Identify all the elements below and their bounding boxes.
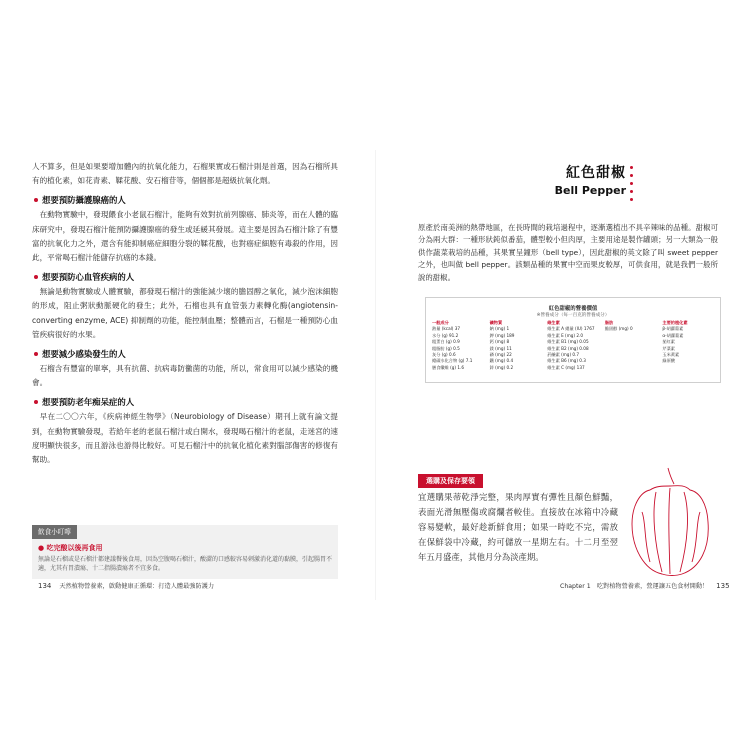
nutrition-row: 鋅 (mg) 0.2	[489, 364, 514, 370]
heading-text: 想要預防心血管疾病的人	[42, 272, 135, 283]
right-footer	[560, 581, 736, 590]
nutrition-row: 膽固醇 (mg) 0	[604, 326, 633, 332]
bullet-icon	[34, 275, 38, 279]
nutrition-row: 菸鹼素 (mg) 0.7	[547, 352, 580, 358]
nutrition-title: 紅色甜椒的營養價值	[548, 306, 598, 312]
heading-text: 想要預防老年痴呆症的人	[42, 397, 135, 408]
page-title: 紅色甜椒	[566, 165, 626, 181]
nutrition-table	[425, 297, 721, 383]
nutrition-row: 鉀 (mg) 189	[489, 332, 515, 338]
left-intro-text: 人不算多，但是如果要增加體內的抗氧化能力，石榴果實或石榴汁則是首選，因為石榴所具有的植化素，如花青素、鞣花酸、安石榴苷等，個個都是超級抗氧化劑。	[32, 162, 338, 186]
left-footer-text: 天然植物營養素，啟動健康正循環：打造人體最強防護力	[59, 583, 215, 590]
bullet-icon	[34, 400, 38, 404]
bell-pepper-illustration	[620, 462, 720, 582]
page-spine	[375, 150, 376, 600]
tip-text: 無論是石榴或是石榴汁都建議餐後食用，因為空腹喝石榴汁，酸澀的口感較容易刺激消化道的黏膜，引起腸胃不適，尤其有胃潰瘍、十二指腸潰瘍者不宜多食。	[38, 556, 333, 572]
nutrition-row: 鎂 (mg) 11	[489, 345, 512, 351]
nutrition-subtitle: ※營養成分（每一百克的營養成分）	[536, 313, 610, 318]
nutrition-column	[662, 320, 714, 371]
tip-title-text: 吃完酸以後再食用	[46, 544, 103, 552]
nutrition-row: 鐵 (mg) 0.4	[489, 358, 514, 364]
nutrition-row: 芹菜素	[662, 345, 675, 351]
nutrition-row: β-胡蘿蔔素	[662, 326, 684, 332]
nutrition-row: 維生素 B6 (mg) 0.3	[547, 358, 586, 364]
section-text-cardio: 無論是動物實驗或人體實驗，都發現石榴汁的強能減少壞的膽固醇之氧化，減少泡沫細胞的形成，阻止粥狀動脈硬化的發生；此外，石榴也具有血管張力素轉化酶(angiotensin-converting enzyme, ACE) 抑制劑的功能，能控制血壓；整體而言，石榴是一種預防心血管疾病很好的水果。	[32, 287, 338, 339]
nutrition-row: 粗脂肪 (g) 0.5	[432, 345, 460, 351]
page-number-right: 135	[716, 582, 730, 590]
nutrition-column-header: 一般成分	[432, 320, 449, 325]
nutrition-column	[605, 320, 657, 371]
tip-label: 飲食小叮嚀	[32, 525, 77, 539]
nutrition-column-header: 脂肪	[604, 320, 614, 325]
section-heading-cardio	[34, 271, 338, 283]
nutrition-row: 水分 (g) 91.2	[432, 332, 459, 338]
heading-text: 想要預防攝護腺癌的人	[42, 195, 126, 206]
page-subtitle: Bell Pepper	[554, 184, 626, 197]
nutrition-row: α-胡蘿蔔素	[662, 332, 684, 338]
nutrition-row: 灰分 (g) 0.6	[432, 352, 456, 358]
section-heading-dementia	[34, 396, 338, 408]
tip-title: ● 吃完酸以後再食用	[38, 544, 103, 552]
title-block	[534, 162, 626, 197]
page-number-left: 134	[38, 582, 52, 590]
nutrition-columns	[426, 318, 720, 373]
storage-text: 宜選購果蒂乾淨完整，果肉厚實有彈性且顏色鮮豔，表面光滑無壓傷或腐爛者較佳。直接放在冰箱中冷藏容易變軟，最好趁新鮮食用；如果一時吃不完，需放在保鮮袋中冷藏，約可儲放一星期左右。十二月至翌年五月盛產，其他月分為淡產期。	[418, 492, 618, 562]
nutrition-column-header: 主要的植化素	[662, 320, 688, 325]
nutrition-row: 綠原酸	[662, 358, 675, 364]
nutrition-row: 維生素 E (mg) 2.0	[547, 332, 584, 338]
nutrition-row: 維生素 A 總量 (IU) 1767	[547, 326, 595, 332]
nutrition-row: 玉米黃素	[662, 352, 680, 358]
section-heading-prostate	[34, 194, 338, 206]
right-intro-text: 原產於南美洲的熱帶地區，在長時間的栽培過程中，逐漸選植出不具辛辣味的品種。甜椒可分為兩大群：一種形狀鈍似番茄，體型較小但肉厚，主要用途是製作罐頭；另一大類為一般供作蔬菜栽培的品種，其果實呈鐘形（bell type），因此甜椒的英文除了叫 sweet pepper 之外，也叫做 bell pepper。該類品種的果實中空而果皮較厚，可供食用，就是我們一般所說的甜椒。	[418, 223, 718, 282]
diet-tip-box	[32, 525, 338, 579]
bullet-icon	[34, 198, 38, 202]
nutrition-row: 維生素 B2 (mg) 0.08	[547, 345, 589, 351]
section-text-dementia: 早在二〇〇六年，《疾病神經生物學》（Neurobiology of Disease）期刊上就有論文提到，在動物實驗發現，若給年老的老鼠石榴汁或白開水，發現喝石榴汁的老鼠，走迷宮的速度明顯快很多，而且游泳也游得比較好。可見石榴汁中的抗氧化植化素對腦部傷害的修復有幫助。	[32, 412, 338, 465]
nutrition-row: 茄紅素	[662, 339, 675, 345]
nutrition-row: 總碳水化合物 (g) 7.1	[432, 358, 473, 364]
left-footer	[32, 581, 214, 590]
storage-heading: 選購及保存要領	[418, 474, 483, 488]
heading-text: 想要減少感染發生的人	[42, 349, 126, 360]
left-page	[32, 160, 338, 467]
nutrition-row: 維生素 C (mg) 137	[547, 364, 585, 370]
nutrition-row: 磷 (mg) 22	[489, 352, 512, 358]
nutrition-column-header: 維生素	[547, 320, 560, 325]
title-dots-decoration	[630, 166, 633, 201]
nutrition-row: 維生素 B1 (mg) 0.05	[547, 339, 589, 345]
nutrition-row: 鈣 (mg) 8	[489, 339, 510, 345]
section-heading-infection	[34, 348, 338, 360]
nutrition-row: 熱量 (kcal) 37	[432, 326, 461, 332]
nutrition-column-header: 礦物質	[489, 320, 503, 325]
nutrition-row: 粗蛋白 (g) 0.9	[432, 339, 460, 345]
nutrition-column	[490, 320, 542, 371]
nutrition-column	[547, 320, 599, 371]
nutrition-column	[432, 320, 484, 371]
right-footer-text: Chapter 1 吃對植物營養素，營運讓五色食材開動！	[560, 583, 709, 590]
bullet-icon	[34, 352, 38, 356]
nutrition-row: 膳食纖維 (g) 1.6	[432, 364, 464, 370]
section-text-infection: 石榴含有豐富的單寧，具有抗菌、抗病毒防黴菌的功能，所以，常食用可以減少感染的機會。	[32, 364, 338, 388]
section-text-prostate: 在動物實驗中，發現餵食小老鼠石榴汁，能夠有效對抗前列腺癌、肺炎等，而在人體的臨床研究中，發現石榴汁能預防攝護腺癌的發生或延緩其發展。這主要是因為石榴汁除了有豐富的抗氧化力之外，還含有能抑制癌症細胞分裂的鞣花酸，也對癌症細胞有毒殺的作用，因此，平常喝石榴汁能儲存抗癌的本錢。	[32, 210, 338, 263]
nutrition-row: 鈉 (mg) 1	[489, 326, 510, 332]
